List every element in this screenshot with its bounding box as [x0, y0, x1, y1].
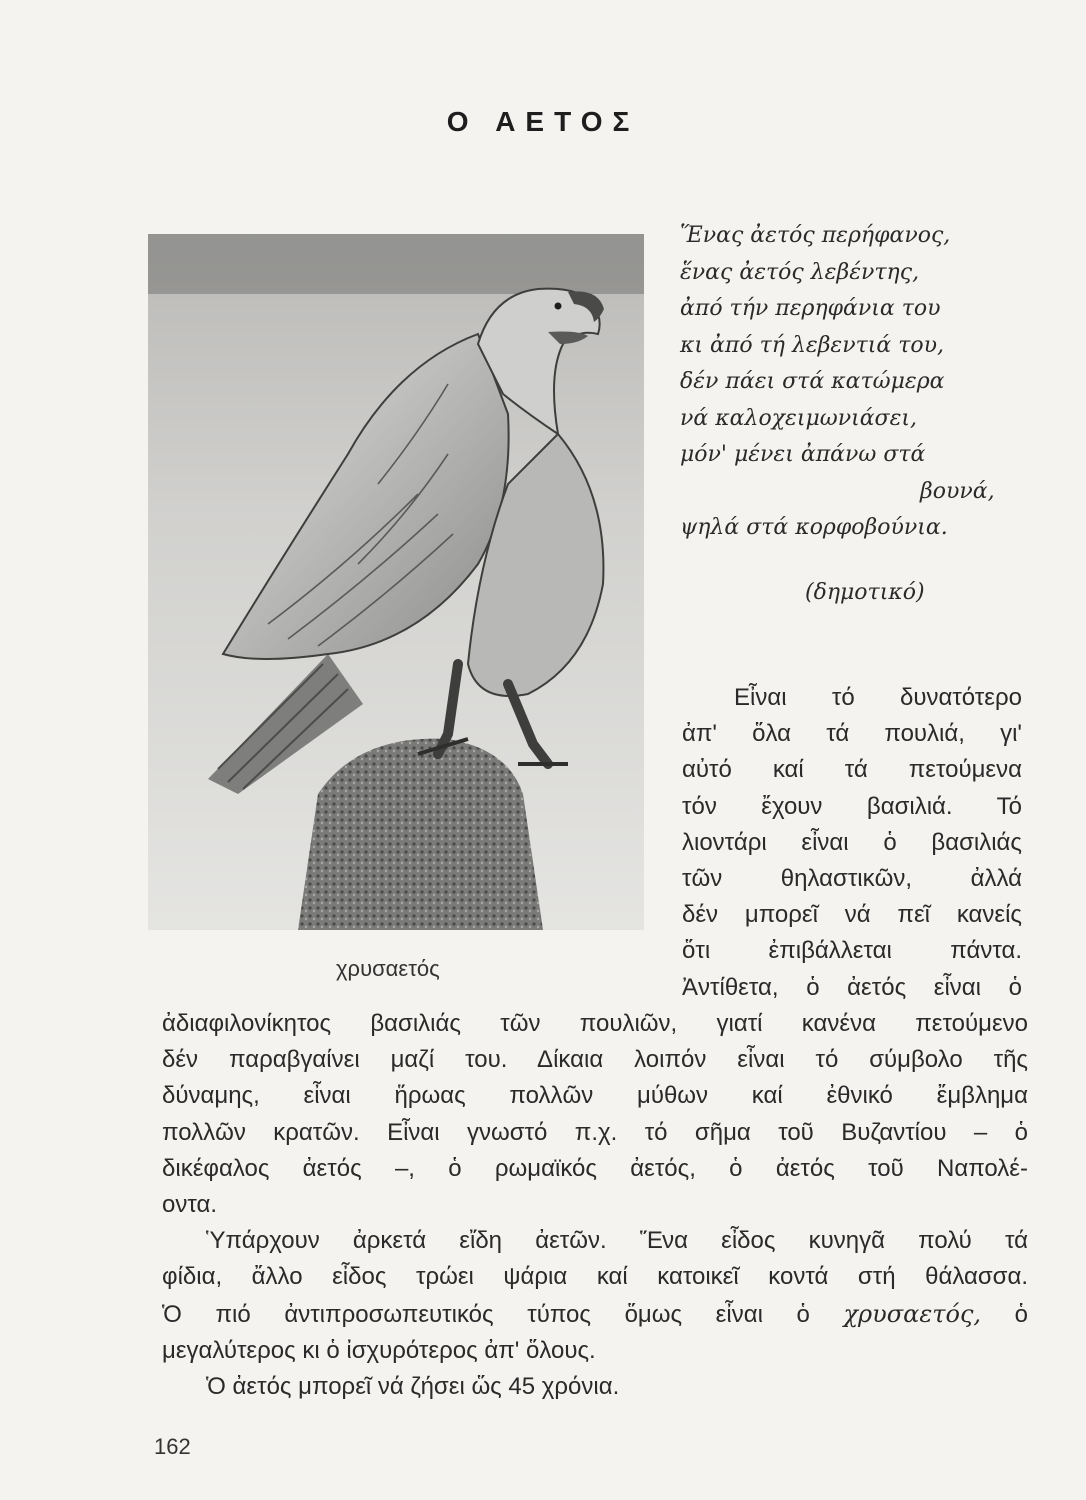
poem-line: Ἕνας ἀετός περήφανος,	[680, 223, 951, 248]
text-line: αὐτό καί τά πετούμενα	[682, 756, 1022, 784]
figure-caption: χρυσαετός	[336, 956, 440, 981]
side-paragraph	[682, 680, 1022, 1006]
poem	[680, 218, 1000, 611]
text-line: Ἀντίθετα, ὁ ἀετός εἶναι ὁ	[682, 973, 1022, 1001]
text-line: Ὁ ἀετός μπορεῖ νά ζήσει ὥς 45 χρόνια.	[206, 1373, 620, 1401]
poem-source: (δημοτικό)	[805, 579, 925, 605]
text-line: τῶν θηλαστικῶν, ἀλλά	[682, 865, 1022, 893]
page-number: 162	[154, 1434, 191, 1459]
eagle-illustration-icon	[148, 234, 644, 930]
text-line: ἀδιαφιλονίκητος βασιλιάς τῶν πουλιῶν, γιατί κανένα πετούμενο	[162, 1010, 1028, 1037]
poem-line: δέν πάει στά κατώμερα	[680, 369, 945, 394]
text-line: ἀπ' ὅλα τά πουλιά, γι'	[682, 720, 1022, 748]
poem-line: μόν' μένει ἀπάνω στά	[680, 442, 926, 467]
text-fragment: Ὁ πιό ἀντιπροσωπευτικός τύπος ὅμως εἶναι ὁ	[162, 1300, 810, 1328]
text-line: ὅτι ἐπιβάλλεται πάντα.	[682, 937, 1022, 965]
text-line: οντα.	[162, 1191, 218, 1219]
text-line: δικέφαλος ἀετός –, ὁ ρωμαϊκός ἀετός, ὁ ἀετός τοῦ Ναπολέ-	[162, 1154, 1028, 1182]
poem-line: ἕνας ἀετός λεβέντης,	[680, 259, 920, 285]
main-paragraphs	[162, 1006, 1028, 1405]
text-line: Ὑπάρχουν ἀρκετά εἴδη ἀετῶν. Ἕνα εἶδος κυνηγᾶ πολύ τά	[206, 1227, 1028, 1255]
text-fragment: ὁ	[1014, 1300, 1028, 1328]
poem-line: κι ἀπό τή λεβεντιά του,	[680, 332, 945, 358]
poem-line: νά καλοχειμωνιάσει,	[680, 405, 917, 431]
italic-term: χρυσαετός,	[843, 1299, 982, 1328]
poem-line: ψηλά στά κορφοβούνια.	[680, 515, 948, 540]
text-line: Εἶναι τό δυνατότερο	[734, 684, 1022, 711]
text-line: δύναμης, εἶναι ἥρωας πολλῶν μύθων καί ἐθνικό ἔμβλημα	[162, 1082, 1028, 1110]
text-line: λιοντάρι εἶναι ὁ βασιλιάς	[682, 828, 1022, 856]
text-line: τόν ἔχουν βασιλιά. Τό	[682, 792, 1022, 820]
text-line	[162, 1296, 1028, 1333]
text-line: πολλῶν κρατῶν. Εἶναι γνωστό π.χ. τό σῆμα τοῦ Βυζαντίου – ὁ	[162, 1118, 1028, 1146]
text-line: φίδια, ἄλλο εἶδος τρώει ψάρια καί κατοικεῖ κοντά στή θάλασσα.	[162, 1263, 1028, 1291]
poem-line: ἀπό τήν περηφάνια του	[680, 296, 941, 321]
text-line: μεγαλύτερος κι ὁ ἰσχυρότερος ἀπ' ὅλους.	[162, 1336, 596, 1364]
text-line: δέν μπορεῖ νά πεῖ κανείς	[682, 901, 1022, 929]
text-line: δέν παραβγαίνει μαζί του. Δίκαια λοιπόν εἶναι τό σύμβολο τῆς	[162, 1046, 1028, 1074]
page-title: Ο ΑΕΤΟΣ	[446, 106, 640, 137]
poem-line: βουνά,	[920, 478, 995, 504]
